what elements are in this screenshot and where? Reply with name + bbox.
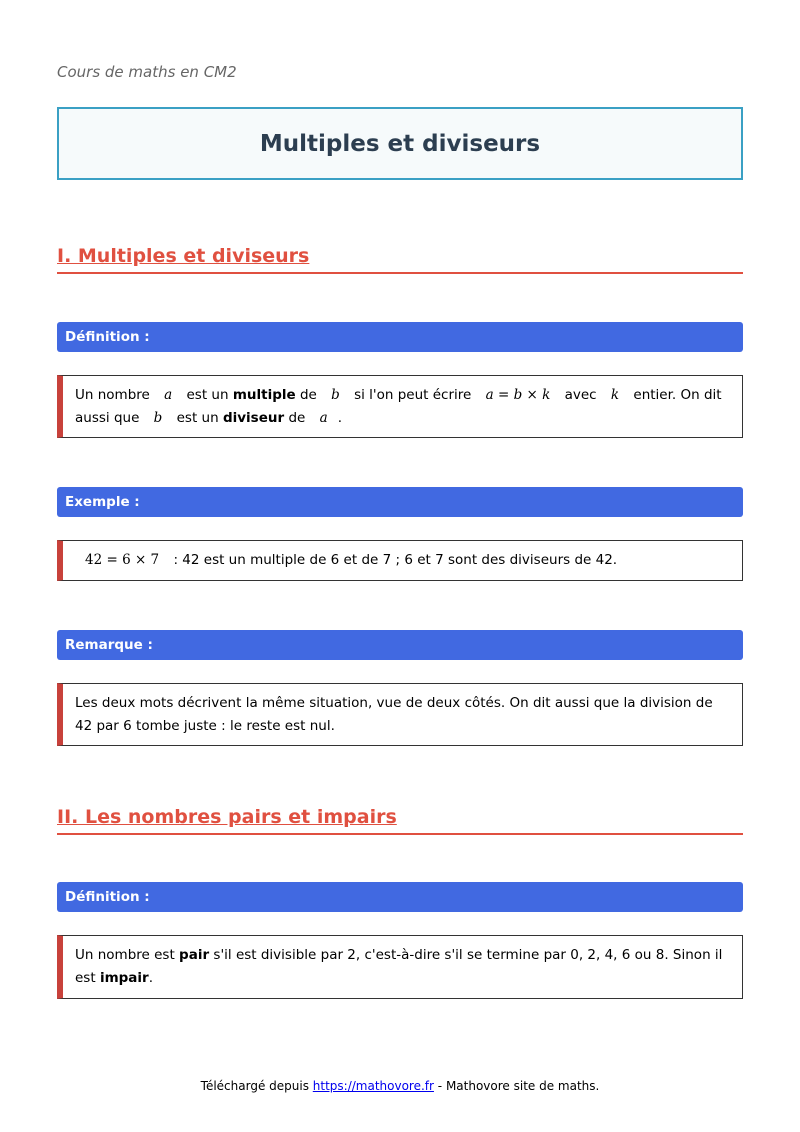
definition-box-2 [57, 935, 743, 999]
text-fragment: : 42 est un multiple de 6 et de 7 ; 6 et 7 sont des diviseurs de 42. [173, 552, 618, 568]
math-equation: a = b × k [485, 387, 551, 403]
title-box [57, 107, 743, 180]
remark-header: Remarque : [57, 630, 743, 660]
footer-prefix: Téléchargé depuis [200, 1079, 309, 1093]
definition-header-2: Définition : [57, 882, 743, 912]
text-fragment: Un nombre [75, 387, 150, 403]
text-fragment: s'il est divisible par 2, c'est-à-dire s'il se termine par 0, 2, 4, 6 ou 8. Sinon il est [75, 947, 723, 986]
section-title-1: I. Multiples et diviseurs [57, 245, 743, 274]
term-multiple: multiple [232, 387, 296, 403]
example-box [57, 540, 743, 581]
math-variable: b [331, 387, 340, 403]
course-subtitle: Cours de maths en CM2 [57, 63, 237, 81]
remark-box: Les deux mots décrivent la même situation, vue de deux côtés. On dit aussi que la division de 42 par 6 tombe juste : le reste est nul. [57, 683, 743, 746]
section-title-2: II. Les nombres pairs et impairs [57, 806, 743, 835]
definition-box-1 [57, 375, 743, 438]
text-fragment: . [337, 409, 342, 426]
term-impair: impair [99, 969, 149, 986]
term-pair: pair [179, 947, 210, 963]
math-variable: b [153, 409, 163, 426]
math-variable: a [319, 409, 328, 426]
text-fragment: est un [186, 387, 229, 403]
text-fragment: entier. On dit aussi que [75, 387, 722, 426]
text-fragment: Un nombre est [75, 947, 175, 963]
text-fragment: si l'on peut écrire [354, 387, 472, 403]
text-fragment: de [288, 409, 306, 426]
definition-header-1: Définition : [57, 322, 743, 352]
text-fragment: . [148, 969, 153, 986]
page-title: Multiples et diviseurs [259, 130, 541, 157]
example-header: Exemple : [57, 487, 743, 517]
math-equation: 42 = 6 × 7 [85, 552, 160, 568]
text-fragment: est un [176, 409, 219, 426]
footer [0, 1079, 800, 1093]
term-diviseur: diviseur [222, 409, 285, 426]
footer-suffix: - Mathovore site de maths. [437, 1079, 600, 1093]
math-variable: k [610, 387, 620, 403]
math-variable: a [164, 387, 173, 403]
text-fragment: avec [564, 387, 597, 403]
footer-link[interactable]: https://mathovore.fr [312, 1079, 434, 1093]
text-fragment: de [299, 387, 317, 403]
